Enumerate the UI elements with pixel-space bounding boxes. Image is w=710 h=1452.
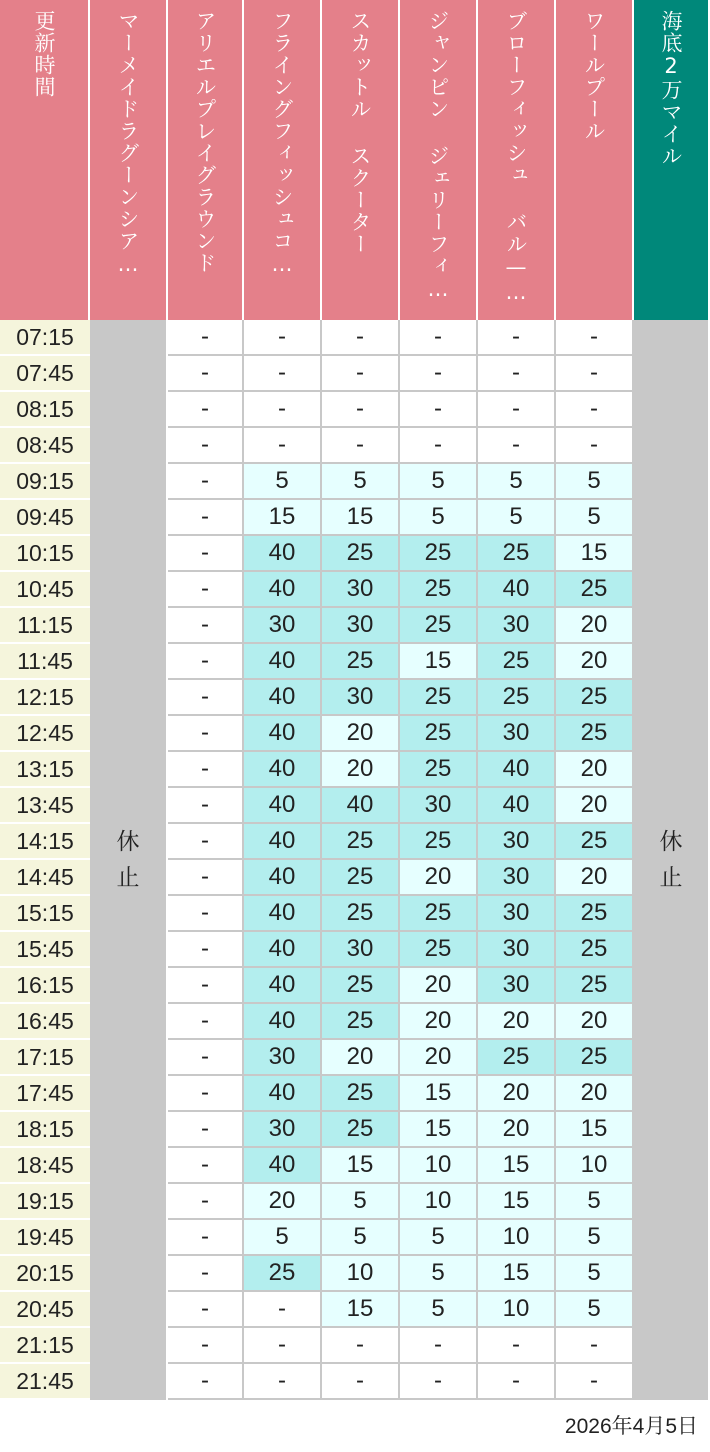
wait-time-cell: 10: [478, 1292, 556, 1328]
wait-time-cell: 5: [556, 1184, 634, 1220]
time-cell: 18:45: [0, 1148, 90, 1184]
wait-time-cell: 5: [556, 464, 634, 500]
wait-time-cell: 10: [400, 1148, 478, 1184]
time-cell: 10:45: [0, 572, 90, 608]
time-cell: 07:45: [0, 356, 90, 392]
wait-time-cell: -: [556, 428, 634, 464]
wait-time-cell: 40: [244, 572, 322, 608]
wait-time-cell: -: [400, 1328, 478, 1364]
wait-time-cell: -: [478, 428, 556, 464]
wait-time-cell: 20: [322, 1040, 400, 1076]
time-cell: 16:45: [0, 1004, 90, 1040]
wait-time-cell: 40: [244, 1076, 322, 1112]
wait-time-cell: -: [168, 1328, 244, 1364]
wait-time-cell: 40: [478, 788, 556, 824]
time-cell: 11:45: [0, 644, 90, 680]
wait-time-cell: 30: [478, 896, 556, 932]
wait-time-cell: 5: [478, 500, 556, 536]
time-cell: 20:45: [0, 1292, 90, 1328]
closed-column-1: [90, 320, 168, 1400]
time-cell: 14:45: [0, 860, 90, 896]
wait-time-cell: -: [400, 356, 478, 392]
time-cell: 19:15: [0, 1184, 90, 1220]
wait-time-cell: 20: [400, 1004, 478, 1040]
wait-time-cell: 15: [478, 1256, 556, 1292]
wait-time-cell: 20: [478, 1076, 556, 1112]
column-header-label: アリエルプレイグラウンド: [193, 10, 217, 274]
wait-time-cell: 40: [244, 1004, 322, 1040]
wait-time-cell: 5: [400, 500, 478, 536]
wait-time-cell: 30: [322, 932, 400, 968]
time-cell: 16:15: [0, 968, 90, 1004]
wait-time-cell: -: [168, 644, 244, 680]
wait-time-cell: 40: [244, 644, 322, 680]
wait-time-cell: 25: [400, 536, 478, 572]
column-header-label: ブローフィッシュ バル—…: [504, 10, 528, 305]
wait-time-cell: -: [244, 428, 322, 464]
wait-time-cell: 25: [400, 896, 478, 932]
wait-time-cell: 25: [478, 644, 556, 680]
column-header-8: [634, 0, 710, 320]
wait-time-cell: 30: [322, 608, 400, 644]
time-cell: 15:15: [0, 896, 90, 932]
time-cell: 12:45: [0, 716, 90, 752]
column-header-2: [168, 0, 244, 320]
wait-time-cell: 40: [244, 932, 322, 968]
wait-time-cell: 40: [244, 536, 322, 572]
wait-time-cell: 40: [244, 788, 322, 824]
wait-time-cell: 25: [556, 716, 634, 752]
wait-time-cell: -: [322, 1364, 400, 1400]
wait-time-cell: 30: [478, 716, 556, 752]
wait-time-cell: -: [400, 1364, 478, 1400]
wait-time-cell: 20: [556, 860, 634, 896]
wait-time-cell: 5: [400, 464, 478, 500]
wait-time-cell: 40: [244, 1148, 322, 1184]
wait-time-cell: 40: [478, 572, 556, 608]
wait-time-cell: 20: [400, 968, 478, 1004]
time-cell: 14:15: [0, 824, 90, 860]
column-header-7: [556, 0, 634, 320]
time-cell: 15:45: [0, 932, 90, 968]
wait-time-cell: -: [168, 536, 244, 572]
wait-time-cell: -: [556, 1328, 634, 1364]
column-header-label: スカットル スクーター: [348, 10, 372, 255]
wait-time-cell: -: [322, 356, 400, 392]
wait-time-cell: -: [244, 392, 322, 428]
time-cell: 18:15: [0, 1112, 90, 1148]
wait-time-cell: 20: [556, 788, 634, 824]
time-cell: 17:45: [0, 1076, 90, 1112]
wait-time-cell: 40: [244, 752, 322, 788]
wait-time-cell: -: [168, 356, 244, 392]
wait-time-cell: 25: [322, 1076, 400, 1112]
wait-time-cell: 25: [556, 680, 634, 716]
wait-time-cell: 30: [478, 860, 556, 896]
wait-time-cell: -: [478, 1364, 556, 1400]
wait-time-cell: 20: [322, 716, 400, 752]
wait-time-cell: 20: [556, 1004, 634, 1040]
column-header-label: 海底2万マイル: [659, 10, 683, 167]
time-cell: 09:15: [0, 464, 90, 500]
wait-time-cell: 40: [244, 896, 322, 932]
wait-time-cell: -: [244, 356, 322, 392]
wait-time-cell: -: [168, 896, 244, 932]
wait-time-cell: 5: [556, 500, 634, 536]
wait-time-cell: 20: [556, 752, 634, 788]
wait-time-cell: 10: [400, 1184, 478, 1220]
wait-time-cell: 40: [244, 716, 322, 752]
wait-time-cell: 5: [400, 1292, 478, 1328]
column-header-5: [400, 0, 478, 320]
wait-time-cell: 20: [556, 644, 634, 680]
closed-label: 休 止: [659, 829, 683, 891]
wait-time-cell: -: [168, 752, 244, 788]
wait-time-cell: -: [556, 392, 634, 428]
time-cell: 20:15: [0, 1256, 90, 1292]
wait-time-cell: 20: [478, 1004, 556, 1040]
wait-time-cell: -: [168, 464, 244, 500]
wait-time-cell: 15: [322, 500, 400, 536]
wait-time-cell: -: [168, 968, 244, 1004]
wait-time-cell: 25: [322, 968, 400, 1004]
time-cell: 13:15: [0, 752, 90, 788]
wait-time-cell: 40: [244, 860, 322, 896]
column-header-label: フライングフィッシュコ…: [270, 10, 294, 277]
wait-time-cell: 30: [478, 932, 556, 968]
time-cell: 11:15: [0, 608, 90, 644]
wait-time-cell: 30: [244, 608, 322, 644]
time-cell: 19:45: [0, 1220, 90, 1256]
wait-time-cell: -: [168, 572, 244, 608]
wait-time-cell: 15: [244, 500, 322, 536]
wait-time-cell: -: [556, 356, 634, 392]
wait-time-cell: 25: [556, 1040, 634, 1076]
wait-time-cell: 15: [322, 1292, 400, 1328]
wait-time-cell: 25: [478, 1040, 556, 1076]
wait-time-cell: 25: [400, 608, 478, 644]
time-cell: 12:15: [0, 680, 90, 716]
wait-time-cell: 5: [322, 464, 400, 500]
wait-time-cell: 5: [400, 1256, 478, 1292]
column-header-label: 更新時間: [32, 10, 56, 98]
wait-time-cell: 30: [322, 680, 400, 716]
wait-time-cell: 20: [478, 1112, 556, 1148]
wait-time-cell: 25: [478, 536, 556, 572]
wait-time-cell: 30: [322, 572, 400, 608]
wait-time-cell: -: [168, 716, 244, 752]
wait-time-cell: -: [400, 392, 478, 428]
time-cell: 09:45: [0, 500, 90, 536]
wait-time-cell: 25: [244, 1256, 322, 1292]
time-cell: 08:15: [0, 392, 90, 428]
wait-time-cell: 30: [478, 824, 556, 860]
wait-time-cell: 40: [478, 752, 556, 788]
wait-time-cell: -: [168, 320, 244, 356]
wait-time-cell: 15: [556, 536, 634, 572]
wait-time-cell: 40: [244, 680, 322, 716]
wait-time-cell: 5: [322, 1184, 400, 1220]
wait-time-cell: -: [168, 1040, 244, 1076]
wait-time-cell: 30: [400, 788, 478, 824]
wait-time-cell: 5: [556, 1220, 634, 1256]
wait-time-cell: 30: [478, 608, 556, 644]
wait-time-cell: 15: [400, 1076, 478, 1112]
wait-time-cell: 5: [478, 464, 556, 500]
wait-time-cell: 5: [556, 1256, 634, 1292]
wait-time-cell: -: [168, 1220, 244, 1256]
column-header-4: [322, 0, 400, 320]
wait-time-cell: 40: [244, 968, 322, 1004]
wait-time-cell: 5: [400, 1220, 478, 1256]
wait-time-cell: 20: [400, 860, 478, 896]
wait-time-cell: 25: [322, 536, 400, 572]
wait-time-cell: 20: [556, 608, 634, 644]
wait-time-cell: -: [478, 392, 556, 428]
wait-time-cell: 15: [400, 644, 478, 680]
wait-time-cell: -: [168, 428, 244, 464]
wait-time-cell: 25: [556, 824, 634, 860]
wait-time-cell: 15: [478, 1148, 556, 1184]
wait-time-cell: -: [322, 1328, 400, 1364]
wait-time-cell: 25: [322, 1004, 400, 1040]
wait-time-cell: -: [400, 320, 478, 356]
time-cell: 10:15: [0, 536, 90, 572]
wait-time-cell: 25: [400, 572, 478, 608]
wait-time-cell: 20: [244, 1184, 322, 1220]
wait-time-cell: -: [168, 860, 244, 896]
wait-time-cell: 25: [478, 680, 556, 716]
wait-time-cell: 10: [322, 1256, 400, 1292]
wait-time-cell: 25: [556, 572, 634, 608]
wait-time-cell: -: [168, 392, 244, 428]
wait-time-cell: -: [168, 824, 244, 860]
wait-time-cell: -: [168, 932, 244, 968]
wait-time-cell: 5: [322, 1220, 400, 1256]
wait-time-cell: 10: [556, 1148, 634, 1184]
time-cell: 07:15: [0, 320, 90, 356]
column-header-3: [244, 0, 322, 320]
wait-time-cell: 5: [244, 464, 322, 500]
wait-time-cell: -: [168, 680, 244, 716]
wait-time-cell: 25: [322, 896, 400, 932]
wait-time-cell: 30: [244, 1040, 322, 1076]
wait-time-cell: -: [556, 320, 634, 356]
wait-time-cell: 25: [556, 968, 634, 1004]
time-cell: 21:15: [0, 1328, 90, 1364]
column-header-6: [478, 0, 556, 320]
wait-time-cell: -: [168, 1004, 244, 1040]
wait-time-cell: 25: [322, 644, 400, 680]
column-header-label: ジャンピン ジェリーフィ…: [426, 10, 450, 302]
wait-time-cell: -: [168, 1364, 244, 1400]
wait-time-cell: 20: [322, 752, 400, 788]
wait-time-cell: 25: [556, 932, 634, 968]
wait-time-cell: -: [168, 500, 244, 536]
time-cell: 13:45: [0, 788, 90, 824]
wait-time-cell: -: [168, 1292, 244, 1328]
wait-time-cell: 25: [322, 1112, 400, 1148]
wait-time-cell: 40: [244, 824, 322, 860]
wait-time-cell: 25: [322, 824, 400, 860]
wait-time-cell: 25: [400, 824, 478, 860]
wait-time-cell: -: [168, 1256, 244, 1292]
closed-label: 休 止: [116, 829, 140, 891]
wait-time-cell: 25: [556, 896, 634, 932]
wait-time-cell: 25: [400, 680, 478, 716]
wait-time-cell: -: [478, 320, 556, 356]
wait-time-cell: -: [556, 1364, 634, 1400]
wait-time-cell: -: [322, 392, 400, 428]
wait-time-cell: -: [244, 320, 322, 356]
column-header-0: [0, 0, 90, 320]
wait-time-cell: 30: [244, 1112, 322, 1148]
column-header-1: [90, 0, 168, 320]
column-header-label: ワールプール: [582, 10, 606, 142]
wait-time-cell: 15: [400, 1112, 478, 1148]
wait-time-cell: -: [168, 1076, 244, 1112]
wait-time-cell: -: [322, 428, 400, 464]
wait-time-cell: -: [168, 1148, 244, 1184]
wait-time-cell: 30: [478, 968, 556, 1004]
wait-time-cell: 25: [400, 932, 478, 968]
wait-time-cell: 20: [400, 1040, 478, 1076]
wait-time-cell: 15: [556, 1112, 634, 1148]
updated-date: 2026年4月5日: [564, 1415, 698, 1438]
wait-time-cell: -: [478, 1328, 556, 1364]
wait-time-cell: 25: [400, 752, 478, 788]
wait-time-cell: 5: [244, 1220, 322, 1256]
time-cell: 08:45: [0, 428, 90, 464]
closed-column-8: [634, 320, 710, 1400]
wait-time-cell: 10: [478, 1220, 556, 1256]
wait-time-cell: -: [168, 1112, 244, 1148]
wait-time-cell: 5: [556, 1292, 634, 1328]
wait-time-cell: -: [168, 1184, 244, 1220]
wait-time-cell: -: [244, 1328, 322, 1364]
wait-time-cell: -: [168, 608, 244, 644]
wait-time-cell: -: [400, 428, 478, 464]
wait-time-cell: 15: [322, 1148, 400, 1184]
time-cell: 21:45: [0, 1364, 90, 1400]
wait-time-cell: -: [478, 356, 556, 392]
wait-time-cell: -: [244, 1292, 322, 1328]
column-header-label: マーメイドラグーンシア…: [116, 10, 140, 277]
time-cell: 17:15: [0, 1040, 90, 1076]
wait-time-cell: -: [168, 788, 244, 824]
wait-time-cell: -: [244, 1364, 322, 1400]
wait-time-cell: 25: [322, 860, 400, 896]
wait-time-cell: 40: [322, 788, 400, 824]
wait-time-cell: -: [322, 320, 400, 356]
wait-time-cell: 20: [556, 1076, 634, 1112]
wait-time-cell: 25: [400, 716, 478, 752]
wait-time-cell: 15: [478, 1184, 556, 1220]
